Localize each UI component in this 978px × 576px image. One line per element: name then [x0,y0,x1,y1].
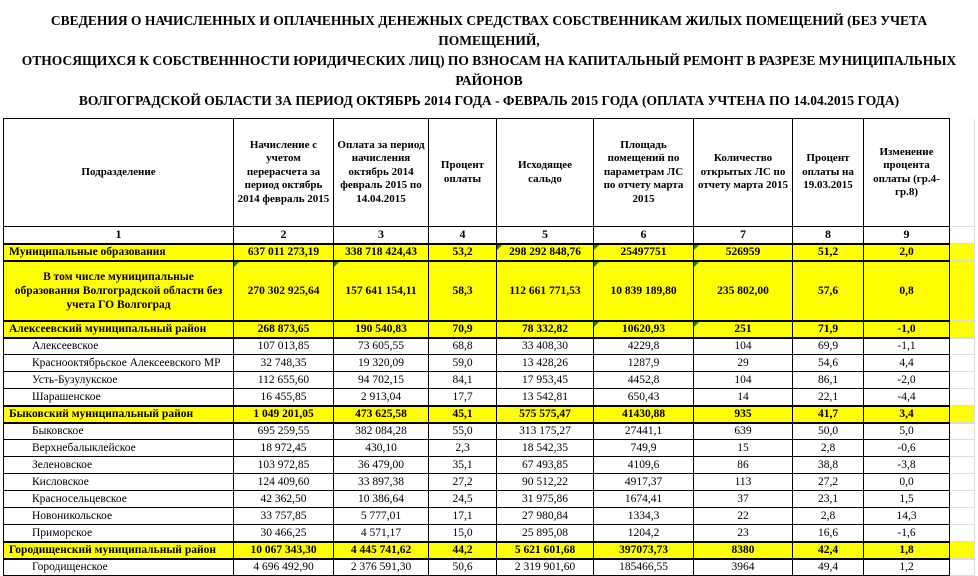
data-cell[interactable]: 24,5 [429,491,497,508]
data-cell[interactable]: 112 661 771,53 [497,261,594,321]
data-cell[interactable]: 38,8 [793,457,864,474]
data-cell[interactable]: 73 605,55 [334,338,429,355]
data-cell[interactable]: 58,3 [429,261,497,321]
data-cell[interactable]: 107 013,85 [234,338,334,355]
data-cell[interactable]: 59,0 [429,355,497,372]
report-title-line-1: СВЕДЕНИЯ О НАЧИСЛЕННЫХ И ОПЛАЧЕННЫХ ДЕНЕЖНЫХ СРЕДСТВАХ СОБСТВЕННИКАМ ЖИЛЫХ ПОМЕЩЕНИЙ (БЕЗ УЧЕТА ПОМЕЩЕНИЙ, [50,13,928,48]
data-cell[interactable]: 49,4 [793,559,864,576]
data-cell[interactable]: 2,8 [793,440,864,457]
empty-sheet-cell[interactable] [950,321,975,338]
column-number[interactable]: 9 [864,227,950,244]
data-cell[interactable]: 695 259,55 [234,423,334,440]
data-cell[interactable]: 41,7 [793,406,864,423]
data-cell[interactable]: 41430,88 [594,406,694,423]
column-header[interactable]: Площадь помещений по параметрам ЛС по отчету марта 2015 [594,119,694,227]
data-cell[interactable]: 10 067 343,30 [234,542,334,559]
data-cell[interactable]: 8380 [694,542,793,559]
column-header[interactable]: Изменение процента оплаты (гр.4-гр.8) [864,119,950,227]
data-cell[interactable]: 13 542,81 [497,389,594,406]
data-cell[interactable]: 2 319 901,60 [497,559,594,576]
data-cell[interactable]: 55,0 [429,423,497,440]
data-cell[interactable]: 1,5 [864,491,950,508]
data-cell[interactable]: 104 [694,372,793,389]
data-cell[interactable]: 4 445 741,62 [334,542,429,559]
data-cell-with-error-indicator-icon[interactable]: 10620,93 [594,321,694,338]
data-cell[interactable]: 14 [694,389,793,406]
column-number[interactable]: 6 [594,227,694,244]
report-title-line-2: ОТНОСЯЩИХСЯ К СОБСТВЕНННОСТИ ЮРИДИЧЕСКИХ ЛИЦ) ПО ВЗНОСАМ НА КАПИТАЛЬНЫЙ РЕМОНТ В РАЗРЕЗЕ МУНИЦИПАЛЬНЫХ РАЙОНОВ [21,53,957,88]
row-label-cell[interactable]: Муниципальные образования [4,244,234,261]
table-row [4,406,975,423]
data-cell[interactable]: 94 702,15 [334,372,429,389]
data-cell[interactable]: 2 913,04 [334,389,429,406]
data-cell[interactable]: 27441,1 [594,423,694,440]
data-cell[interactable]: 78 332,82 [497,321,594,338]
data-cell[interactable]: 70,9 [429,321,497,338]
data-cell[interactable]: 54,6 [793,355,864,372]
data-cell[interactable]: 1,8 [864,542,950,559]
data-cell[interactable]: 68,8 [429,338,497,355]
data-cell[interactable]: 397073,73 [594,542,694,559]
data-cell[interactable]: 22,1 [793,389,864,406]
data-cell[interactable]: -3,8 [864,457,950,474]
data-cell[interactable]: -1,0 [864,321,950,338]
data-cell[interactable]: -4,4 [864,389,950,406]
table-row [4,440,975,457]
data-cell[interactable]: 27 980,84 [497,508,594,525]
data-cell[interactable]: 18 542,35 [497,440,594,457]
data-cell[interactable]: 4 571,17 [334,525,429,542]
data-cell[interactable]: 57,6 [793,261,864,321]
data-cell[interactable]: 71,9 [793,321,864,338]
table-row [4,261,975,321]
data-cell[interactable]: 4109,6 [594,457,694,474]
column-number[interactable]: 7 [694,227,793,244]
data-cell[interactable]: 84,1 [429,372,497,389]
data-cell[interactable]: 113 [694,474,793,491]
table-row [4,491,975,508]
report-title-line-3: ВОЛГОГРАДСКОЙ ОБЛАСТИ ЗА ПЕРИОД ОКТЯБРЬ 2014 ГОДА - ФЕВРАЛЬ 2015 ГОДА (ОПЛАТА УЧТЕНА ПО 14.04.2015 ГОДА) [78,93,900,108]
data-cell[interactable]: 4 696 492,90 [234,559,334,576]
empty-sheet-cell[interactable] [950,389,975,406]
data-cell[interactable]: 2,0 [864,244,950,261]
empty-sheet-cell[interactable] [950,491,975,508]
data-cell[interactable]: -1,1 [864,338,950,355]
data-cell[interactable]: 473 625,58 [334,406,429,423]
table-row [4,372,975,389]
column-header[interactable]: Процент оплаты [429,119,497,227]
data-cell-with-error-indicator-icon[interactable]: 298 292 848,76 [497,244,594,261]
empty-sheet-cell[interactable] [950,372,975,389]
data-cell[interactable]: 50,6 [429,559,497,576]
column-number[interactable]: 1 [4,227,234,244]
data-cell[interactable]: -1,6 [864,525,950,542]
empty-sheet-cell[interactable] [950,474,975,491]
data-cell[interactable]: 36 479,00 [334,457,429,474]
data-cell[interactable]: 35,1 [429,457,497,474]
data-cell[interactable]: 639 [694,423,793,440]
data-cell[interactable]: -2,0 [864,372,950,389]
data-cell[interactable]: 17,7 [429,389,497,406]
data-cell[interactable]: 67 493,85 [497,457,594,474]
row-label-cell[interactable]: Быковское [4,423,234,440]
row-label-cell[interactable]: Приморское [4,525,234,542]
data-cell[interactable]: 2 376 591,30 [334,559,429,576]
data-cell[interactable]: 44,2 [429,542,497,559]
data-cell[interactable]: 16,6 [793,525,864,542]
data-cell[interactable]: 31 975,86 [497,491,594,508]
data-cell[interactable]: 0,8 [864,261,950,321]
data-cell-with-error-indicator-icon[interactable]: 157 641 154,11 [334,261,429,321]
empty-sheet-cell[interactable] [950,559,975,576]
data-cell[interactable]: 4452,8 [594,372,694,389]
data-cell-with-error-indicator-icon[interactable]: 25497751 [594,244,694,261]
data-cell[interactable]: 1,2 [864,559,950,576]
row-label-cell[interactable]: Верхнебалыклейское [4,440,234,457]
data-cell[interactable]: 1204,2 [594,525,694,542]
data-cell[interactable]: 17,1 [429,508,497,525]
data-cell[interactable]: 17 953,45 [497,372,594,389]
data-cell-with-error-indicator-icon[interactable]: 235 802,00 [694,261,793,321]
column-number[interactable]: 8 [793,227,864,244]
row-label-cell[interactable]: Красносельцевское [4,491,234,508]
column-header[interactable]: Количество открытых ЛС по отчету марта 2015 [694,119,793,227]
data-cell[interactable]: 86 [694,457,793,474]
data-cell[interactable]: 27,2 [429,474,497,491]
data-cell[interactable]: 19 320,09 [334,355,429,372]
table-row [4,423,975,440]
data-cell[interactable]: 749,9 [594,440,694,457]
data-cell[interactable]: 30 466,25 [234,525,334,542]
data-cell[interactable]: 5,0 [864,423,950,440]
data-cell[interactable]: 3964 [694,559,793,576]
data-cell[interactable]: 13 428,26 [497,355,594,372]
data-cell[interactable]: 4229,8 [594,338,694,355]
row-label-cell[interactable]: Усть-Бузулукское [4,372,234,389]
data-cell[interactable]: 190 540,83 [334,321,429,338]
empty-sheet-cell[interactable] [950,542,975,559]
row-label-cell[interactable]: Кисловское [4,474,234,491]
data-cell[interactable]: 935 [694,406,793,423]
data-cell[interactable]: 1287,9 [594,355,694,372]
data-cell[interactable]: 45,1 [429,406,497,423]
data-cell[interactable]: 1674,41 [594,491,694,508]
data-cell-with-error-indicator-icon[interactable]: 10 839 189,80 [594,261,694,321]
data-cell[interactable]: 18 972,45 [234,440,334,457]
data-cell[interactable]: 0,0 [864,474,950,491]
data-cell[interactable]: 51,2 [793,244,864,261]
table-row [4,244,975,261]
data-cell[interactable]: 14,3 [864,508,950,525]
data-cell[interactable]: 1 049 201,05 [234,406,334,423]
data-cell-with-error-indicator-icon[interactable]: 270 302 925,64 [234,261,334,321]
data-cell[interactable]: 637 011 273,19 [234,244,334,261]
data-cell[interactable]: 112 655,60 [234,372,334,389]
row-label-cell[interactable]: Краснооктябрьское Алексеевского МР [4,355,234,372]
data-cell[interactable]: 22 [694,508,793,525]
data-cell[interactable]: 104 [694,338,793,355]
table-row [4,542,975,559]
table-row [4,474,975,491]
data-cell[interactable]: 268 873,65 [234,321,334,338]
table-row [4,355,975,372]
data-cell[interactable]: 15 [694,440,793,457]
empty-sheet-cell[interactable] [950,119,975,227]
row-label-cell[interactable]: Городищенское [4,559,234,576]
data-cell[interactable]: 33 897,38 [334,474,429,491]
column-header[interactable]: Исходящее сальдо [497,119,594,227]
data-cell[interactable]: 430,10 [334,440,429,457]
data-cell[interactable]: 37 [694,491,793,508]
empty-sheet-cell[interactable] [950,525,975,542]
data-cell[interactable]: 185466,55 [594,559,694,576]
table-row [4,525,975,542]
data-cell[interactable]: 124 409,60 [234,474,334,491]
data-cell-with-error-indicator-icon[interactable]: 251 [694,321,793,338]
empty-sheet-cell[interactable] [950,355,975,372]
report-table [3,118,975,576]
data-cell[interactable]: 33 757,85 [234,508,334,525]
data-cell[interactable]: 16 455,85 [234,389,334,406]
data-cell[interactable]: 42,4 [793,542,864,559]
data-cell[interactable]: 29 [694,355,793,372]
column-header[interactable]: Начисление с учетом перерасчета за период октябрь 2014 февраль 2015 [234,119,334,227]
empty-sheet-cell[interactable] [950,423,975,440]
table-row [4,508,975,525]
data-cell[interactable]: 33 408,30 [497,338,594,355]
column-number[interactable]: 5 [497,227,594,244]
row-label-cell[interactable]: Алексеевский муниципальный район [4,321,234,338]
row-label-cell[interactable]: Шарашенское [4,389,234,406]
data-cell[interactable]: 69,9 [793,338,864,355]
data-cell[interactable]: 86,1 [793,372,864,389]
data-cell[interactable]: 575 575,47 [497,406,594,423]
empty-sheet-cell[interactable] [950,227,975,244]
data-cell[interactable]: 23,1 [793,491,864,508]
report-title [0,0,978,111]
data-cell[interactable]: 4,4 [864,355,950,372]
data-cell[interactable]: 90 512,22 [497,474,594,491]
data-cell[interactable]: 10 386,64 [334,491,429,508]
empty-sheet-cell[interactable] [950,338,975,355]
data-cell[interactable]: 53,2 [429,244,497,261]
empty-sheet-cell[interactable] [950,508,975,525]
data-cell[interactable]: 313 175,27 [497,423,594,440]
column-header[interactable]: Процент оплаты на 19.03.2015 [793,119,864,227]
data-cell[interactable]: 4917,37 [594,474,694,491]
data-cell[interactable]: 1334,3 [594,508,694,525]
row-label-cell[interactable]: Зеленовское [4,457,234,474]
table-row [4,321,975,338]
data-cell[interactable]: 650,43 [594,389,694,406]
data-cell[interactable]: 103 972,85 [234,457,334,474]
data-cell[interactable]: 382 084,28 [334,423,429,440]
column-number-row [4,227,975,244]
data-cell[interactable]: -0,6 [864,440,950,457]
table-row [4,457,975,474]
data-cell[interactable]: 2,3 [429,440,497,457]
empty-sheet-cell[interactable] [950,440,975,457]
data-cell[interactable]: 23 [694,525,793,542]
data-cell[interactable]: 15,0 [429,525,497,542]
row-label-cell[interactable]: Быковский муниципальный район [4,406,234,423]
empty-sheet-cell[interactable] [950,457,975,474]
data-cell[interactable]: 50,0 [793,423,864,440]
table-row [4,338,975,355]
column-header[interactable]: Оплата за период начисления октябрь 2014 февраль 2015 по 14.04.2015 [334,119,429,227]
empty-sheet-cell[interactable] [950,244,975,261]
table-row [4,389,975,406]
data-cell[interactable]: 5 621 601,68 [497,542,594,559]
column-number[interactable]: 3 [334,227,429,244]
data-cell[interactable]: 338 718 424,43 [334,244,429,261]
row-label-cell[interactable]: Городищенский муниципальный район [4,542,234,559]
data-cell[interactable]: 32 748,35 [234,355,334,372]
empty-sheet-cell[interactable] [950,261,975,321]
column-number[interactable]: 4 [429,227,497,244]
data-cell[interactable]: 3,4 [864,406,950,423]
data-cell[interactable]: 5 777,01 [334,508,429,525]
data-cell[interactable]: 27,2 [793,474,864,491]
table-row [4,559,975,576]
empty-sheet-cell[interactable] [950,406,975,423]
data-cell[interactable]: 25 895,08 [497,525,594,542]
row-label-cell[interactable]: Алексеевское [4,338,234,355]
column-header[interactable]: Подразделение [4,119,234,227]
data-cell[interactable]: 2,8 [793,508,864,525]
column-number[interactable]: 2 [234,227,334,244]
row-label-cell[interactable]: Новоникольское [4,508,234,525]
data-cell[interactable]: 42 362,50 [234,491,334,508]
header-row [4,119,975,227]
row-label-cell[interactable]: В том числе муниципальные образования Волгоградской области без учета ГО Волгоград [4,261,234,321]
data-cell-with-error-indicator-icon[interactable]: 526959 [694,244,793,261]
